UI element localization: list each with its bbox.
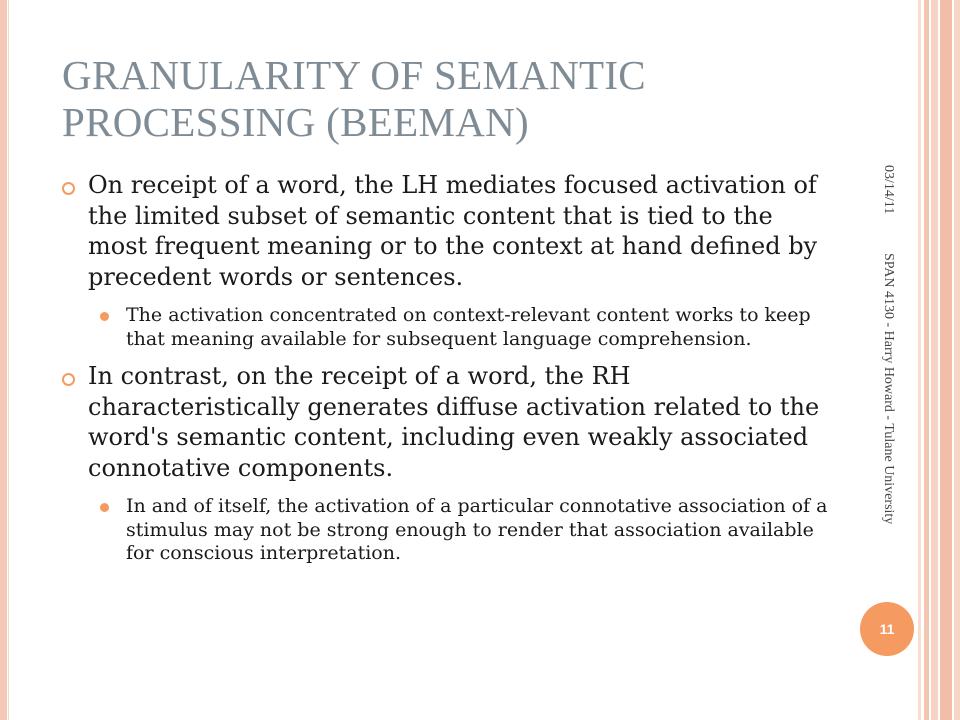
sub-bullet-text: The activation concentrated on context-relevant content works to keep that meaning available for subsequent language comprehension. <box>126 304 811 350</box>
bullet-text: On receipt of a word, the LH mediates focused activation of the limited subset of semantic content that is tied to the most frequent meaning or to the context at hand defined by precedent words or sentences. <box>88 171 818 291</box>
stripe <box>940 0 952 720</box>
sub-bullet-item <box>88 495 832 566</box>
right-decorative-stripes <box>918 0 960 720</box>
ring-bullet-icon <box>62 182 75 195</box>
vertical-footer <box>880 165 896 565</box>
slide-content <box>62 170 832 574</box>
dot-bullet-icon <box>100 503 109 512</box>
slide-footer: SPAN 4130 - Harry Howard - Tulane University <box>881 253 896 525</box>
left-frame-bar <box>0 0 7 720</box>
bullet-item <box>62 170 832 351</box>
stripe <box>924 0 929 720</box>
left-frame-line <box>8 0 9 720</box>
ring-bullet-icon <box>62 373 75 386</box>
sub-bullet-list <box>88 304 832 351</box>
page-number-badge: 11 <box>860 602 914 656</box>
sub-bullet-item <box>88 304 832 351</box>
bullet-text: In contrast, on the receipt of a word, the RH characteristically generates diffuse activation related to the word's semantic content, including even weakly associated connotative components. <box>88 362 820 482</box>
sub-bullet-text: In and of itself, the activation of a particular connotative association of a stimulus may not be strong enough to render that association available for conscious interpretation. <box>126 495 828 564</box>
stripe <box>918 0 921 720</box>
slide-date: 03/14/11 <box>881 165 896 215</box>
bullet-item <box>62 361 832 566</box>
dot-bullet-icon <box>100 312 109 321</box>
stripe <box>954 0 960 720</box>
slide-title: GRANULARITY OF SEMANTIC PROCESSING (BEEMAN) <box>62 52 646 145</box>
stripe <box>931 0 938 720</box>
sub-bullet-list <box>88 495 832 566</box>
